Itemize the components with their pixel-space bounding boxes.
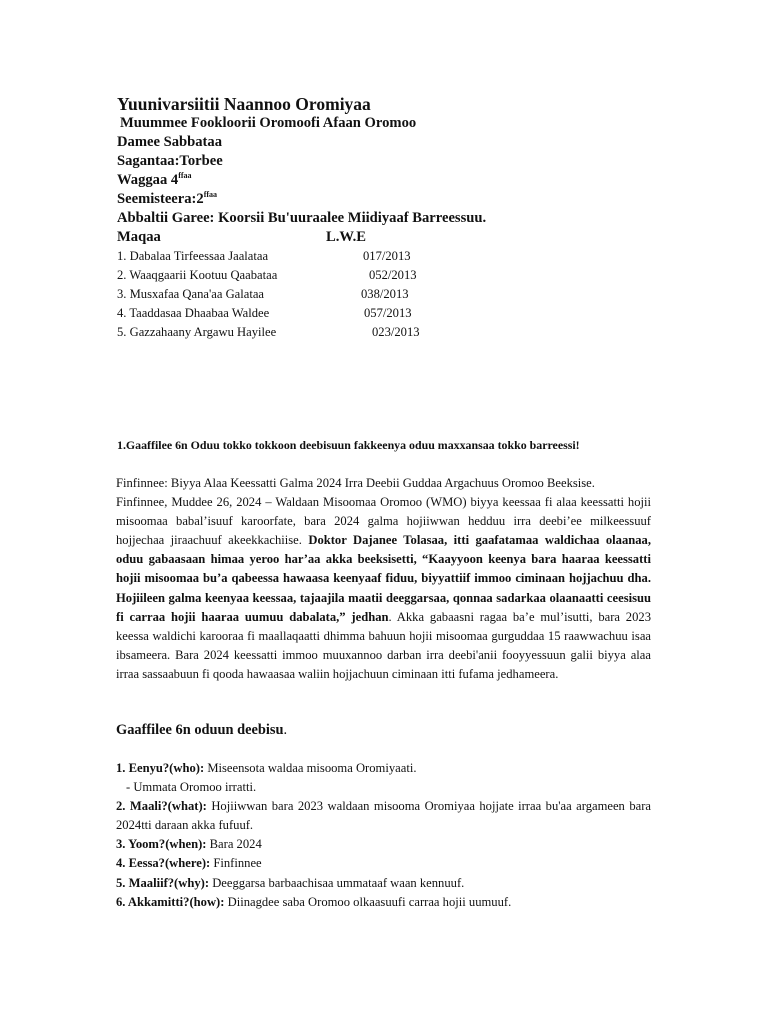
answers-heading: Gaaffilee 6n oduun deebisu.: [116, 722, 288, 738]
name-column-heading: Maqaa: [117, 229, 161, 245]
member-name: 1. Dabalaa Tirfeessaa Jaalataa: [117, 249, 269, 263]
answers-list: [116, 759, 651, 912]
member-name: 5. Gazzahaany Argawu Hayilee: [117, 325, 277, 339]
answer-text: Diinagdee saba Oromoo olkaasuufi carraa hojii uumuuf.: [224, 894, 512, 909]
section-name: Damee Sabbataa: [117, 134, 222, 150]
answer-text: Hojiiwwan bara 2023 waldaan misooma Oromiyaa hojjate irraa bu'aa argameen bara 2024tti daraan akka fufuuf.: [116, 799, 651, 833]
answer-label: 6. Akkamitti?(how):: [116, 894, 225, 909]
answer-label: 1. Eenyu?(who):: [116, 761, 205, 775]
article-intro: Finfinnee, Muddee 26, 2024 – Waldaan Misoomaa Oromoo (WMO) biyya keessaa fi alaa keessatti hojii misoomaa babal’isuuf karoorfate, bara 2024 galma hojiiwwan hedduu irra deebi’ee milkeessuuf hojjechaa jiraachuuf akeekkachiise.: [116, 495, 651, 548]
member-row: [117, 267, 417, 283]
member-id: 057/2013: [364, 306, 412, 320]
answer-text: Miseensota waldaa misooma Oromiyaati.: [204, 761, 417, 775]
member-name: 4. Taaddasaa Dhaabaa Waldee: [117, 306, 270, 320]
answer-item: [116, 835, 651, 854]
article-rest: . Akka gabaasni ragaa ba’e mul’isutti, bara 2023 keessa waldichi karooraa fi maallaqaatti dhimma bahuun hojii misoomaa gurguddaa 15 raawwachuu isaa ibsameera. Bara 2024 keessatti immoo muuxannoo darban irra deebi'anii fooyyessuun galii biyya alaa irraa sassaabuun fi qooda hawaasaa waliin hojjachuun ciminaan itti fufama jedhameera.: [116, 609, 651, 681]
answer-item: [116, 854, 651, 873]
member-id: 052/2013: [369, 268, 417, 282]
member-id: 038/2013: [361, 287, 409, 301]
answer-item: [116, 797, 651, 835]
answer-label: 5. Maaliif?(why):: [116, 875, 210, 890]
member-row: [117, 324, 420, 340]
semester-label: Seemisteera:2: [117, 191, 204, 207]
member-name: 2. Waaqgaarii Kootuu Qaabataa: [117, 268, 278, 282]
department-name: Muummee Fookloorii Oromoofi Afaan Oromoo: [120, 115, 417, 131]
article-headline: Finfinnee: Biyya Alaa Keessatti Galma 2024 Irra Deebii Guddaa Argachuus Oromoo Beeksise.: [116, 476, 595, 490]
member-id: 017/2013: [363, 249, 411, 263]
semester-line: [117, 190, 217, 208]
id-column-heading: L.W.E: [326, 229, 367, 245]
question-prompt: 1.Gaaffilee 6n Oduu tokko tokkoon deebisuun fakkeenya oduu maxxansaa tokko barreessi!: [117, 438, 580, 452]
member-id: 023/2013: [372, 325, 420, 339]
assignment-title: Abbaltii Garee: Koorsii Bu'uuraalee Miidiyaaf Barreessuu.: [117, 210, 487, 226]
answer-label: 3. Yoom?(when):: [116, 837, 207, 852]
member-row: [117, 286, 409, 302]
article-body: [116, 493, 651, 684]
answer-label: 4. Eessa?(where):: [116, 856, 211, 871]
answer-item: [116, 893, 651, 912]
answer-text: Bara 2024: [206, 837, 262, 852]
answer-text: - Ummata Oromoo irratti.: [126, 780, 257, 795]
answer-label: 2. Maali?(what):: [116, 799, 207, 814]
answer-item: [116, 874, 651, 893]
program-level: Sagantaa:Torbee: [117, 153, 223, 169]
answer-item: [116, 759, 651, 778]
news-article: [116, 474, 651, 684]
member-row: [117, 248, 411, 264]
year-line: [117, 171, 192, 189]
semester-suffix: ffaa: [203, 190, 218, 199]
year-suffix: ffaa: [178, 171, 192, 180]
answer-text: Deeggarsa barbaachisaa ummataaf waan kennuuf.: [209, 875, 465, 890]
answer-item: [116, 778, 651, 797]
year-label: Waggaa 4: [117, 172, 179, 188]
answer-text: Finfinnee: [210, 856, 262, 871]
university-title: Yuunivarsiitii Naannoo Oromiyaa: [117, 94, 371, 114]
member-row: [117, 305, 412, 321]
member-name: 3. Musxafaa Qana'aa Galataa: [117, 287, 265, 301]
article-quote: Doktor Dajanee Tolasaa, itti gaafatamaa waldichaa olaanaa, oduu gabaasaan himaa yeroo har’aa akka beeksisetti, “Kaayyoon keenya bara haaraa keessatti hojii misoomaa bu’a qabeessa hawaasa keenyaaf fiduu, biyyattiif immoo ciminaan hojjachuu dha. Hojiileen galma keenyaa keessaa, tajaajila maatii deeggarsaa, qonnaa sadarkaa olaanaatti ceesisuu fi carraa hojii haaraa uumuu dabalata,” jedhan: [116, 533, 652, 624]
